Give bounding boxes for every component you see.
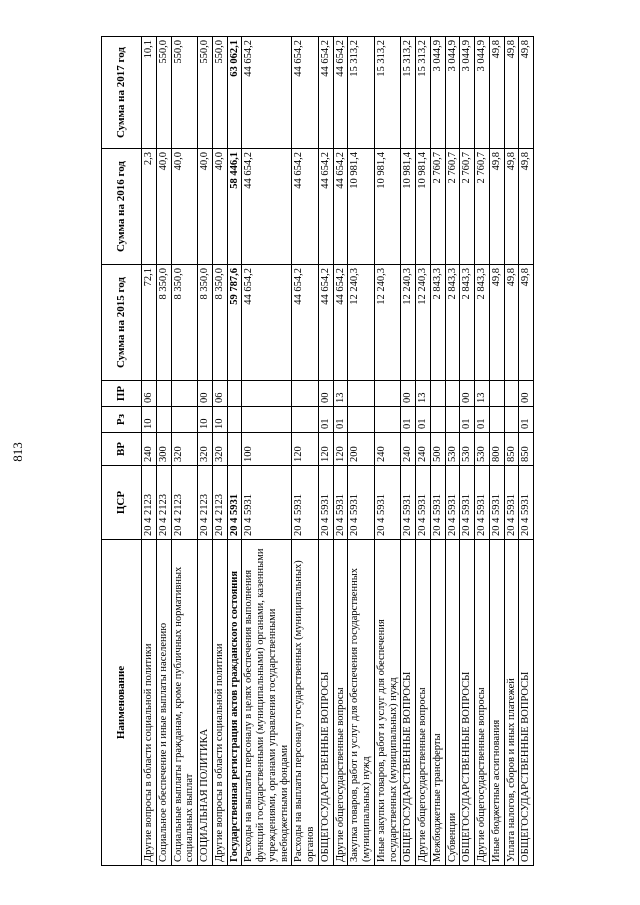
- table-row: [504, 37, 519, 866]
- cell-sum-2016: 2 760,7: [445, 149, 460, 265]
- cell-name: Расходы на выплаты персоналу в целях обеспечения выполнения функций государственными (муниципальными) органами, казенными учреждениями, органами управления государственными внебюджетными фондами: [242, 540, 292, 866]
- cell-sum-2016: 2 760,7: [475, 149, 490, 265]
- cell-rz: [156, 407, 171, 433]
- cell-vr: 240: [142, 433, 157, 466]
- cell-vr: 240: [401, 433, 416, 466]
- cell-vr: 320: [198, 433, 213, 466]
- cell-pr: 06: [142, 381, 157, 407]
- cell-csr: 20 4 5931: [227, 466, 242, 540]
- cell-sum-2015: 49,8: [504, 265, 519, 381]
- cell-vr: 120: [292, 433, 319, 466]
- cell-sum-2015: 8 350,0: [171, 265, 198, 381]
- cell-sum-2015: 2 843,3: [460, 265, 475, 381]
- cell-pr: [156, 381, 171, 407]
- cell-sum-2016: 58 446,1: [227, 149, 242, 265]
- cell-sum-2016: 40,0: [171, 149, 198, 265]
- cell-sum-2017: 550,0: [198, 37, 213, 149]
- cell-csr: 20 4 5931: [374, 466, 401, 540]
- table-row: [227, 37, 242, 866]
- header-pr: ПР: [102, 381, 142, 407]
- table-row: [445, 37, 460, 866]
- cell-vr: 200: [348, 433, 375, 466]
- cell-sum-2017: 15 313,2: [348, 37, 375, 149]
- cell-vr: 120: [318, 433, 333, 466]
- cell-vr: 850: [519, 433, 534, 466]
- cell-sum-2016: 10 981,4: [416, 149, 431, 265]
- cell-rz: 01: [519, 407, 534, 433]
- cell-sum-2017: 49,8: [489, 37, 504, 149]
- cell-sum-2015: 12 240,3: [401, 265, 416, 381]
- cell-sum-2015: 12 240,3: [374, 265, 401, 381]
- cell-sum-2016: 49,8: [489, 149, 504, 265]
- cell-csr: 20 4 5931: [318, 466, 333, 540]
- cell-sum-2017: 10,1: [142, 37, 157, 149]
- cell-pr: [504, 381, 519, 407]
- cell-sum-2016: 40,0: [156, 149, 171, 265]
- cell-name: Другие вопросы в области социальной политики: [212, 540, 227, 866]
- header-csr: ЦСР: [102, 466, 142, 540]
- header-vr: ВР: [102, 433, 142, 466]
- cell-rz: [242, 407, 292, 433]
- cell-name: СОЦИАЛЬНАЯ ПОЛИТИКА: [198, 540, 213, 866]
- cell-csr: 20 4 5931: [348, 466, 375, 540]
- cell-csr: 20 4 2123: [142, 466, 157, 540]
- budget-table-rotated: [101, 37, 544, 866]
- cell-sum-2017: 3 044,9: [430, 37, 445, 149]
- cell-sum-2016: 49,8: [519, 149, 534, 265]
- cell-sum-2015: 12 240,3: [348, 265, 375, 381]
- cell-sum-2017: 44 654,2: [333, 37, 348, 149]
- cell-sum-2017: 15 313,2: [401, 37, 416, 149]
- table-row: [198, 37, 213, 866]
- table-row: [156, 37, 171, 866]
- cell-csr: 20 4 2123: [171, 466, 198, 540]
- cell-name: Другие вопросы в области социальной политики: [142, 540, 157, 866]
- table-row: [348, 37, 375, 866]
- cell-sum-2017: 44 654,2: [292, 37, 319, 149]
- cell-rz: [374, 407, 401, 433]
- cell-pr: 00: [198, 381, 213, 407]
- cell-rz: [430, 407, 445, 433]
- cell-sum-2017: 550,0: [212, 37, 227, 149]
- cell-sum-2015: 44 654,2: [333, 265, 348, 381]
- table-row: [401, 37, 416, 866]
- cell-sum-2015: 44 654,2: [318, 265, 333, 381]
- cell-vr: 320: [212, 433, 227, 466]
- cell-name: ОБЩЕГОСУДАРСТВЕННЫЕ ВОПРОСЫ: [519, 540, 534, 866]
- budget-table-container: [101, 37, 544, 866]
- cell-sum-2016: 44 654,2: [242, 149, 292, 265]
- cell-sum-2015: 2 843,3: [430, 265, 445, 381]
- cell-vr: 800: [489, 433, 504, 466]
- cell-vr: 530: [445, 433, 460, 466]
- cell-sum-2016: 44 654,2: [318, 149, 333, 265]
- cell-csr: 20 4 2123: [212, 466, 227, 540]
- cell-sum-2017: 49,8: [504, 37, 519, 149]
- cell-pr: [227, 381, 242, 407]
- cell-csr: 20 4 5931: [242, 466, 292, 540]
- cell-name: Расходы на выплаты персоналу государственных (муниципальных) органов: [292, 540, 319, 866]
- cell-pr: [171, 381, 198, 407]
- cell-sum-2017: 44 654,2: [318, 37, 333, 149]
- table-row: [292, 37, 319, 866]
- cell-name: Социальные выплаты гражданам, кроме публичных нормативных социальных выплат: [171, 540, 198, 866]
- cell-sum-2016: 2 760,7: [430, 149, 445, 265]
- cell-name: Уплата налогов, сборов и иных платежей: [504, 540, 519, 866]
- cell-rz: [504, 407, 519, 433]
- cell-pr: [489, 381, 504, 407]
- cell-sum-2016: 40,0: [212, 149, 227, 265]
- table-row: [171, 37, 198, 866]
- cell-vr: 850: [504, 433, 519, 466]
- cell-pr: 00: [401, 381, 416, 407]
- cell-name: ОБЩЕГОСУДАРСТВЕННЫЕ ВОПРОСЫ: [460, 540, 475, 866]
- cell-sum-2016: 49,8: [504, 149, 519, 265]
- table-row: [430, 37, 445, 866]
- cell-pr: [445, 381, 460, 407]
- cell-sum-2015: 49,8: [489, 265, 504, 381]
- cell-csr: 20 4 5931: [504, 466, 519, 540]
- cell-sum-2016: 44 654,2: [292, 149, 319, 265]
- cell-vr: 530: [475, 433, 490, 466]
- cell-csr: 20 4 5931: [489, 466, 504, 540]
- cell-pr: [430, 381, 445, 407]
- cell-rz: 01: [318, 407, 333, 433]
- cell-rz: 10: [198, 407, 213, 433]
- table-row: [333, 37, 348, 866]
- table-row: [212, 37, 227, 866]
- cell-csr: 20 4 5931: [292, 466, 319, 540]
- cell-rz: [227, 407, 242, 433]
- cell-sum-2017: 550,0: [171, 37, 198, 149]
- cell-sum-2017: 3 044,9: [475, 37, 490, 149]
- cell-vr: [227, 433, 242, 466]
- cell-csr: 20 4 5931: [519, 466, 534, 540]
- table-row: [475, 37, 490, 866]
- cell-csr: 20 4 2123: [198, 466, 213, 540]
- cell-sum-2017: 15 313,2: [416, 37, 431, 149]
- cell-vr: 120: [333, 433, 348, 466]
- cell-vr: 240: [374, 433, 401, 466]
- cell-vr: 500: [430, 433, 445, 466]
- cell-sum-2017: 3 044,9: [445, 37, 460, 149]
- cell-sum-2017: 550,0: [156, 37, 171, 149]
- cell-sum-2016: 2 760,7: [460, 149, 475, 265]
- cell-rz: 01: [416, 407, 431, 433]
- cell-name: Межбюджетные трансферты: [430, 540, 445, 866]
- cell-name: Иные бюджетные ассигнования: [489, 540, 504, 866]
- cell-rz: [489, 407, 504, 433]
- cell-rz: 01: [333, 407, 348, 433]
- cell-rz: [348, 407, 375, 433]
- cell-name: Иные закупки товаров, работ и услуг для обеспечения государственных (муниципальных) нужд: [374, 540, 401, 866]
- header-sum-2017: Сумма на 2017 год: [102, 37, 142, 149]
- cell-sum-2016: 10 981,4: [401, 149, 416, 265]
- cell-sum-2016: 44 654,2: [333, 149, 348, 265]
- cell-name: Субвенции: [445, 540, 460, 866]
- cell-sum-2016: 10 981,4: [348, 149, 375, 265]
- cell-name: Другие общегосударственные вопросы: [475, 540, 490, 866]
- cell-sum-2017: 44 654,2: [242, 37, 292, 149]
- cell-name: Другие общегосударственные вопросы: [333, 540, 348, 866]
- cell-sum-2015: 44 654,2: [292, 265, 319, 381]
- page-number-text: 813: [10, 442, 25, 462]
- cell-csr: 20 4 2123: [156, 466, 171, 540]
- cell-vr: 240: [416, 433, 431, 466]
- table-row: [460, 37, 475, 866]
- cell-pr: 13: [333, 381, 348, 407]
- header-rz: Рз: [102, 407, 142, 433]
- cell-sum-2017: 49,8: [519, 37, 534, 149]
- header-name: Наименование: [102, 540, 142, 866]
- table-row: [416, 37, 431, 866]
- cell-rz: [445, 407, 460, 433]
- cell-pr: 00: [519, 381, 534, 407]
- cell-sum-2016: 10 981,4: [374, 149, 401, 265]
- cell-name: Другие общегосударственные вопросы: [416, 540, 431, 866]
- cell-sum-2015: 72,1: [142, 265, 157, 381]
- cell-pr: [242, 381, 292, 407]
- cell-csr: 20 4 5931: [430, 466, 445, 540]
- cell-sum-2015: 44 654,2: [242, 265, 292, 381]
- header-sum-2015: Сумма на 2015 год: [102, 265, 142, 381]
- cell-sum-2016: 40,0: [198, 149, 213, 265]
- header-sum-2016: Сумма на 2016 год: [102, 149, 142, 265]
- table-row: [519, 37, 534, 866]
- cell-sum-2015: 8 350,0: [212, 265, 227, 381]
- cell-pr: 06: [212, 381, 227, 407]
- cell-sum-2017: 15 313,2: [374, 37, 401, 149]
- table-row: [142, 37, 157, 866]
- cell-sum-2015: 8 350,0: [198, 265, 213, 381]
- cell-rz: 01: [401, 407, 416, 433]
- cell-sum-2015: 2 843,3: [445, 265, 460, 381]
- budget-table: [101, 36, 534, 866]
- cell-sum-2015: 59 787,6: [227, 265, 242, 381]
- cell-name: ОБЩЕГОСУДАРСТВЕННЫЕ ВОПРОСЫ: [318, 540, 333, 866]
- cell-vr: 320: [171, 433, 198, 466]
- page-number: [0, 0, 40, 905]
- cell-sum-2017: 63 062,1: [227, 37, 242, 149]
- table-row: [242, 37, 292, 866]
- cell-csr: 20 4 5931: [401, 466, 416, 540]
- cell-rz: 10: [142, 407, 157, 433]
- cell-sum-2015: 49,8: [519, 265, 534, 381]
- cell-name: Государственная регистрация актов гражданского состояния: [227, 540, 242, 866]
- cell-rz: [171, 407, 198, 433]
- cell-vr: 100: [242, 433, 292, 466]
- cell-rz: 01: [475, 407, 490, 433]
- cell-sum-2016: 2,3: [142, 149, 157, 265]
- cell-sum-2017: 3 044,9: [460, 37, 475, 149]
- cell-vr: 300: [156, 433, 171, 466]
- cell-pr: 13: [416, 381, 431, 407]
- cell-csr: 20 4 5931: [333, 466, 348, 540]
- cell-pr: [374, 381, 401, 407]
- table-body: [142, 37, 534, 866]
- cell-rz: 10: [212, 407, 227, 433]
- cell-csr: 20 4 5931: [445, 466, 460, 540]
- table-row: [489, 37, 504, 866]
- cell-pr: [292, 381, 319, 407]
- cell-rz: [292, 407, 319, 433]
- cell-csr: 20 4 5931: [460, 466, 475, 540]
- cell-name: Социальное обеспечение и иные выплаты населению: [156, 540, 171, 866]
- table-header-row: [102, 37, 142, 866]
- table-row: [318, 37, 333, 866]
- cell-pr: 00: [318, 381, 333, 407]
- cell-name: ОБЩЕГОСУДАРСТВЕННЫЕ ВОПРОСЫ: [401, 540, 416, 866]
- cell-rz: 01: [460, 407, 475, 433]
- cell-sum-2015: 2 843,3: [475, 265, 490, 381]
- cell-vr: 530: [460, 433, 475, 466]
- cell-sum-2015: 8 350,0: [156, 265, 171, 381]
- cell-pr: [348, 381, 375, 407]
- cell-csr: 20 4 5931: [475, 466, 490, 540]
- cell-pr: 00: [460, 381, 475, 407]
- cell-csr: 20 4 5931: [416, 466, 431, 540]
- cell-sum-2015: 12 240,3: [416, 265, 431, 381]
- table-row: [374, 37, 401, 866]
- cell-pr: 13: [475, 381, 490, 407]
- cell-name: Закупка товаров, работ и услуг для обеспечения государственных (муниципальных) нужд: [348, 540, 375, 866]
